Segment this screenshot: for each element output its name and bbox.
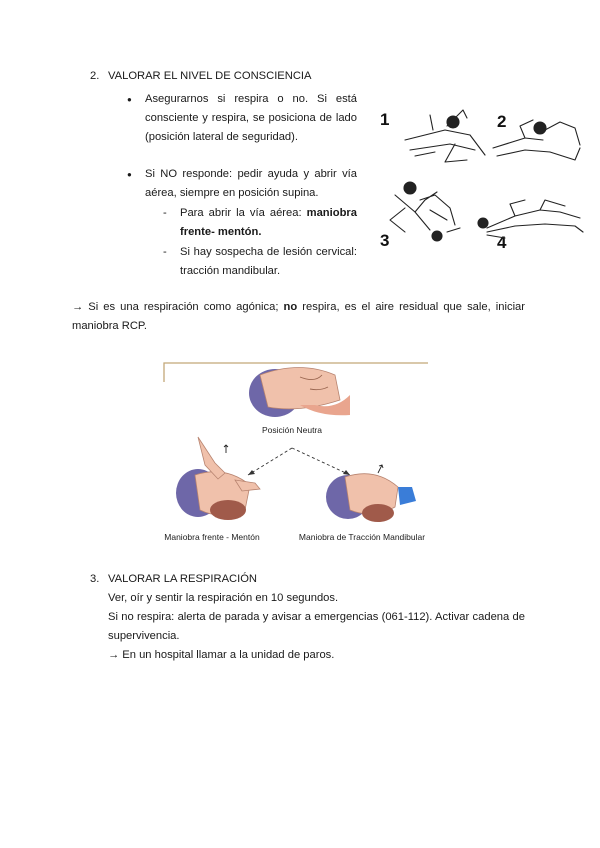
head-tilt-chin-lift-label: Maniobra frente - Mentón	[164, 532, 260, 542]
step-2-label: 2	[497, 112, 507, 131]
sub-bullet-1-text: Para abrir la vía aérea:	[180, 207, 307, 219]
bullet-2	[145, 165, 357, 203]
agonic-note-line-1	[72, 298, 525, 317]
step-3-figure	[390, 182, 460, 241]
agonic-note-line-2: maniobra RCP.	[72, 320, 148, 332]
sub-bullet-2-line-1: Si hay sospecha de lesión cervical:	[180, 246, 357, 258]
sub-bullet-1-line-2: frente- mentón.	[180, 226, 262, 238]
arrow-head-left	[248, 470, 255, 475]
section-3-number: 3.	[90, 573, 100, 585]
section-2-number: 2.	[90, 70, 100, 82]
agonic-note	[72, 298, 525, 336]
agonic-text-bold: no	[283, 301, 298, 313]
step-4-figure	[478, 200, 583, 238]
section-3-body	[108, 589, 525, 665]
section-3-line-3: supervivencia.	[108, 630, 180, 642]
bullet-1-line-1: ● Asegurarnos si respira o no. Si está	[145, 90, 357, 109]
section-2-title: VALORAR EL NIVEL DE CONSCIENCIA	[108, 70, 312, 82]
agonic-arrow: →	[72, 301, 84, 313]
step-4-label: 4	[497, 233, 507, 252]
sub-bullet-2-line-2: tracción mandibular.	[180, 265, 281, 277]
recovery-position-illustration	[375, 100, 590, 260]
step-1-label: 1	[380, 110, 390, 129]
bullet-1-line-3: (posición lateral de seguridad).	[145, 131, 298, 143]
step-3-label: 3	[380, 231, 390, 250]
agonic-text-post: respira, es el aire residual que sale, iniciar	[297, 301, 525, 313]
agonic-text-pre: Si es una respiración como agónica;	[88, 301, 284, 313]
sub-bullet-1-line-1	[180, 204, 357, 223]
neutral-position-head	[249, 368, 350, 418]
bullet-2-line-1: ● Si NO responde: pedir ayuda y abrir vía	[145, 165, 357, 184]
sub-bullet-2	[180, 243, 357, 281]
bullet-1	[145, 90, 357, 147]
head-tilt-chin-lift-head	[176, 437, 260, 520]
bullet-1-line-2: consciente y respira, se posiciona de lado	[145, 112, 357, 124]
section-3-line-1: Ver, oír y sentir la respiración en 10 segundos.	[108, 592, 339, 604]
step-1-figure	[405, 110, 485, 162]
sub-bullet-dash-1: -	[163, 207, 167, 219]
sub-bullet-1	[180, 204, 357, 242]
neutral-position-label: Posición Neutra	[261, 425, 323, 435]
airway-maneuvers-figure	[150, 355, 450, 550]
transition-arrows	[248, 448, 350, 475]
jaw-thrust-label: Maniobra de Tracción Mandibular	[298, 532, 426, 542]
bullet-2-line-2: aérea, siempre en posición supina.	[145, 187, 319, 199]
sub-bullet-dash-2: -	[163, 246, 167, 258]
section-3-line-4: → En un hospital llamar a la unidad de paros.	[108, 649, 335, 661]
jaw-thrust-head	[326, 465, 416, 522]
sub-bullet-1-bold: maniobra	[306, 207, 357, 219]
section-3-line-2: Si no respira: alerta de parada y avisar a emergencias (061-112). Activar cadena de	[108, 611, 525, 623]
section-3-title: VALORAR LA RESPIRACIÓN	[108, 573, 258, 585]
